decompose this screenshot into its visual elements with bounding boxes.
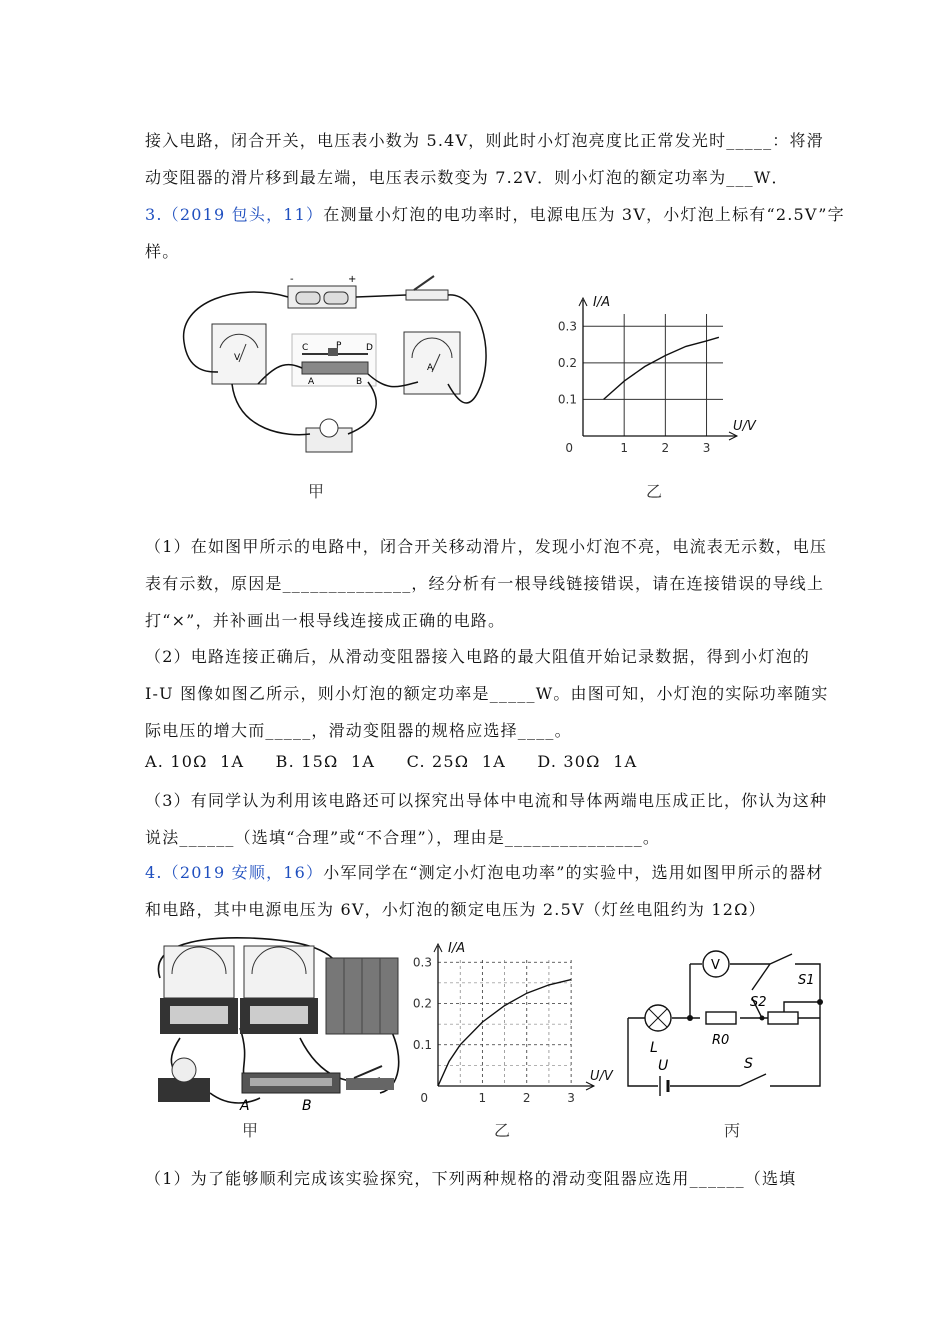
question-4-text-cont: 和电路，其中电源电压为 6V，小灯泡的额定电压为 2.5V（灯丝电阻约为 12Ω）: [145, 900, 766, 919]
x-axis-label: U/V: [590, 1069, 613, 1084]
rheostat-icon: [292, 334, 376, 387]
iu-curve: [604, 337, 719, 399]
question-3-text: 在测量小灯泡的电功率时，电源电压为 3V，小灯泡上标有“2.5V”字: [323, 205, 845, 224]
battery-icon: [288, 274, 356, 308]
label-s1: S1: [798, 973, 815, 988]
switch-s1: [770, 954, 792, 964]
svg-text:V: V: [711, 958, 720, 973]
switch-s: [740, 1074, 766, 1086]
bulb-icon: [158, 1058, 210, 1102]
y-tick-label: 0.3: [557, 319, 577, 334]
figure3-caption-yi: 乙: [646, 482, 663, 501]
y-tick-label: 0.1: [412, 1037, 432, 1052]
voltmeter-icon: [212, 324, 266, 384]
q3-options: A. 10Ω 1A B. 15Ω 1A C. 25Ω 1A D. 30Ω 1A: [145, 752, 638, 771]
text-line-1: 接入电路，闭合开关，电压表小数为 5.4V，则此时小灯泡亮度比正常发光时_____：将滑: [145, 131, 824, 150]
x-tick-label: 2: [522, 1091, 531, 1105]
question-3-text-cont: 样。: [145, 242, 180, 261]
q3-part3-line1: （3）有同学认为利用该电路还可以探究出导体中电流和导体两端电压成正比，你认为这种: [145, 791, 828, 810]
battery-icon: [326, 958, 398, 1034]
origin-label: 0: [420, 1091, 428, 1105]
battery-plus: +: [348, 274, 357, 285]
q3-part2-line3: 际电压的增大而_____，滑动变阻器的规格应选择____。: [145, 721, 572, 740]
voltmeter-label: V: [234, 353, 241, 363]
text-line-2: 动变阻器的滑片移到最左端，电压表示数变为 7.2V．则小灯泡的额定功率为___W．: [145, 168, 789, 187]
figure4-schematic: [620, 936, 830, 1116]
rheostat-d: D: [366, 343, 373, 353]
rheostat-c: C: [302, 343, 309, 353]
figure4-caption-jia: 甲: [242, 1121, 259, 1140]
ammeter-icon: [404, 332, 460, 394]
q3-part1-line2: 表有示数，原因是______________，经分析有一根导线链接错误，请在连接错误的导线上: [145, 574, 825, 593]
figure4-apparatus: [150, 928, 410, 1118]
question-3-heading: [145, 202, 845, 225]
question-4-number: 4.: [145, 863, 163, 882]
x-tick-label: 1: [620, 441, 628, 455]
label-s: S: [744, 1056, 753, 1072]
x-tick-label: 3: [567, 1091, 575, 1105]
resistor-r0: [706, 1012, 736, 1024]
lamp-icon: [645, 1005, 671, 1031]
battery-symbol: [660, 1076, 668, 1096]
y-tick-label: 0.2: [412, 996, 432, 1011]
x-tick-label: 3: [702, 441, 711, 455]
y-tick-label: 0.2: [557, 355, 577, 370]
figure3-circuit: [178, 262, 498, 462]
rheostat-symbol: [768, 1012, 798, 1024]
q3-part2-line1: （2）电路连接正确后，从滑动变阻器接入电路的最大阻值开始记录数据，得到小灯泡的: [145, 647, 810, 666]
rheostat-p: P: [336, 341, 342, 351]
rheostat-b: B: [356, 377, 363, 387]
figure4-iu-chart: [412, 936, 613, 1116]
question-3-number: 3.: [145, 205, 163, 224]
rheostat-label-a: A: [240, 1098, 250, 1114]
y-tick-label: 0.3: [412, 955, 432, 970]
rheostat-icon: [239, 1073, 340, 1114]
ammeter-label: A: [427, 363, 434, 373]
label-s2: S2: [750, 995, 767, 1010]
bulb-icon: [306, 419, 352, 452]
battery-minus: -: [290, 274, 294, 285]
schematic-voltmeter: [703, 951, 729, 977]
question-4-source: （2019 安顺，16）: [162, 863, 324, 882]
question-4-text: 小军同学在“测定小灯泡电功率”的实验中，选用如图甲所示的器材: [323, 863, 824, 882]
ammeter-icon: [160, 946, 238, 1034]
question-4-heading: [145, 860, 824, 883]
q3-part1-line3: 打“×”，并补画出一根导线连接成正确的电路。: [145, 611, 506, 630]
question-3-source: （2019 包头，11）: [162, 205, 324, 224]
figure4-caption-yi: 乙: [494, 1121, 511, 1140]
figure3-iu-chart: [545, 278, 765, 458]
origin-label: 0: [565, 441, 573, 455]
y-axis-label: I/A: [593, 295, 611, 310]
rheostat-label-b: B: [302, 1098, 312, 1114]
label-r0: R0: [712, 1033, 730, 1048]
figure4-caption-bing: 丙: [724, 1121, 741, 1140]
q3-part2-line2: I-U 图像如图乙所示，则小灯泡的额定功率是_____W。由图可知，小灯泡的实际功率随实: [145, 684, 829, 703]
q4-part1-line1: （1）为了能够顺利完成该实验探究，下列两种规格的滑动变阻器应选用______（选填: [145, 1169, 797, 1188]
figure3-caption-jia: 甲: [308, 482, 325, 501]
x-axis-label: U/V: [733, 419, 756, 434]
label-u: U: [658, 1058, 669, 1074]
rheostat-a: A: [308, 377, 315, 387]
x-tick-label: 1: [478, 1091, 487, 1105]
q3-part3-line2: 说法______（选填“合理”或“不合理”），理由是_______________。: [145, 828, 661, 847]
label-l: L: [650, 1040, 658, 1056]
voltmeter-icon: [240, 946, 318, 1034]
y-tick-label: 0.1: [557, 392, 577, 407]
x-tick-label: 2: [661, 441, 670, 455]
q3-part1-line1: （1）在如图甲所示的电路中，闭合开关移动滑片，发现小灯泡不亮，电流表无示数，电压: [145, 537, 828, 556]
y-axis-label: I/A: [448, 941, 466, 956]
switch-icon: [346, 1066, 394, 1090]
switch-icon: [406, 276, 448, 300]
